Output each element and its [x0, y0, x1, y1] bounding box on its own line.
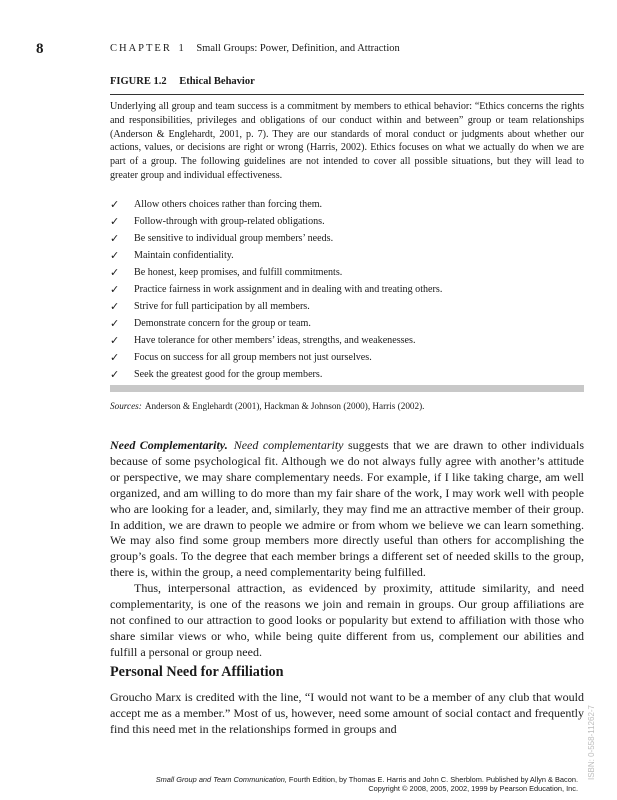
- checkmark-icon: ✓: [110, 215, 120, 228]
- checkmark-icon: ✓: [110, 334, 120, 347]
- checklist-item-text: Seek the greatest good for the group members.: [134, 369, 323, 380]
- checklist-item-text: Follow-through with group-related obligations.: [134, 216, 325, 227]
- running-head: [110, 43, 400, 54]
- figure-heading: Ethical Behavior: [179, 76, 255, 87]
- checklist-item: [110, 266, 584, 283]
- ethics-checklist: [110, 198, 584, 385]
- checklist-item-text: Demonstrate concern for the group or team.: [134, 318, 311, 329]
- paragraph-groucho-marx: Groucho Marx is credited with the line, “I would not want to be a member of any club that would accept me as a member.” Most of us, however, need some amount of social contact and frequently find this need met in the relationships formed in groups and: [110, 690, 584, 736]
- checklist-item: [110, 232, 584, 249]
- checkmark-icon: ✓: [110, 317, 120, 330]
- checkmark-icon: ✓: [110, 368, 120, 381]
- paragraph-text: suggests that we are drawn to other individuals because of some psychological fit. Although we do not always fully agree with another’s attitude or perspective, we may share complementary needs. For example, if I like taking charge, am well organized, and am willing to do more than my fair share of the work, I may work well with people who are looking for a leader, and, similarly, they may find me an attractive member of their group. In addition, we are drawn to people we admire or from whom we believe we can learn something. We may also find some group members more directly useful than others for accomplishing the group’s goals. To the degree that each member brings a different set of needed skills to the group, there is, within the group, a need complementarity being fulfilled.: [110, 438, 585, 580]
- side-isbn-watermark: [583, 660, 603, 780]
- isbn-text: ISBN: 0-558-11262-7: [587, 704, 596, 780]
- checklist-item-text: Strive for full participation by all members.: [134, 301, 310, 312]
- paragraph-interpersonal-attraction: Thus, interpersonal attraction, as evidenced by proximity, attitude similarity, and need complementarity, is one of the reasons we join and remain in groups. Our group affiliations are not confined to our attraction to good looks or popularity but extend to affiliation with those who share similar views or who, while being quite different from us, complement our abilities and fulfill a personal or group need.: [110, 581, 584, 659]
- checklist-item: [110, 368, 584, 385]
- checklist-item-text: Maintain confidentiality.: [134, 250, 234, 261]
- sources-text: Anderson & Englehardt (2001), Hackman & Johnson (2000), Harris (2002).: [144, 401, 425, 411]
- checklist-item: [110, 215, 584, 232]
- checkmark-icon: ✓: [110, 266, 120, 279]
- chapter-number: 1: [178, 43, 184, 54]
- figure-bottom-bar: [110, 385, 584, 392]
- checklist-item: [110, 300, 584, 317]
- checkmark-icon: ✓: [110, 351, 120, 364]
- section-heading: Personal Need for Affiliation: [110, 664, 284, 680]
- page-number: 8: [36, 41, 44, 57]
- footer-book-title: Small Group and Team Communication,: [155, 775, 287, 784]
- checkmark-icon: ✓: [110, 232, 120, 245]
- checklist-item-text: Practice fairness in work assignment and in dealing with and treating others.: [134, 284, 443, 295]
- checklist-item: [110, 351, 584, 368]
- checklist-item-text: Focus on success for all group members not just ourselves.: [134, 352, 372, 363]
- checkmark-icon: ✓: [110, 283, 120, 296]
- figure-label: FIGURE 1.2: [110, 76, 167, 87]
- checklist-item-text: Have tolerance for other members’ ideas, strengths, and weakenesses.: [134, 335, 416, 346]
- footer-citation: [156, 775, 578, 784]
- checklist-item: [110, 334, 584, 351]
- footer-citation-text: Fourth Edition, by Thomas E. Harris and John C. Sherblom. Published by Allyn & Bacon.: [286, 775, 578, 784]
- checkmark-icon: ✓: [110, 249, 120, 262]
- figure-divider: [110, 94, 584, 95]
- checklist-item: [110, 283, 584, 300]
- checklist-item-text: Be sensitive to individual group members’ needs.: [134, 233, 334, 244]
- checkmark-icon: ✓: [110, 198, 120, 211]
- chapter-title: Small Groups: Power, Definition, and Attraction: [196, 43, 400, 54]
- checklist-item: [110, 198, 584, 215]
- sources-label: Sources:: [110, 401, 142, 411]
- footer-copyright: Copyright © 2008, 2005, 2002, 1999 by Pearson Education, Inc.: [368, 784, 578, 793]
- checklist-item-text: Be honest, keep promises, and fulfill commitments.: [134, 267, 343, 278]
- run-in-heading: Need Complementarity.: [110, 438, 228, 452]
- checklist-item: [110, 249, 584, 266]
- checklist-item-text: Allow others choices rather than forcing them.: [134, 199, 323, 210]
- checkmark-icon: ✓: [110, 300, 120, 313]
- figure-sources: [110, 401, 424, 411]
- defined-term: Need complementarity: [233, 438, 344, 452]
- chapter-word: CHAPTER: [110, 43, 172, 54]
- figure-intro: Underlying all group and team success is a commitment by members to ethical behavior: “Ethics concerns the rights and responsibilities, privileges and obligations of our conduct within and between” group or team relationships (Anderson & Englehardt, 2001, p. 7). They are our standards of moral conduct or judgments about whether our actions, values, or decisions are right or wrong (Harris, 2002). Ethics focuses on what we actually do when we are part of a group. The following guidelines are not intended to cover all possible situations, but they will lead to greater group and individual effectiveness.: [110, 101, 584, 181]
- figure-title: [110, 76, 255, 87]
- paragraph-need-complementarity: [110, 438, 584, 581]
- checklist-item: [110, 317, 584, 334]
